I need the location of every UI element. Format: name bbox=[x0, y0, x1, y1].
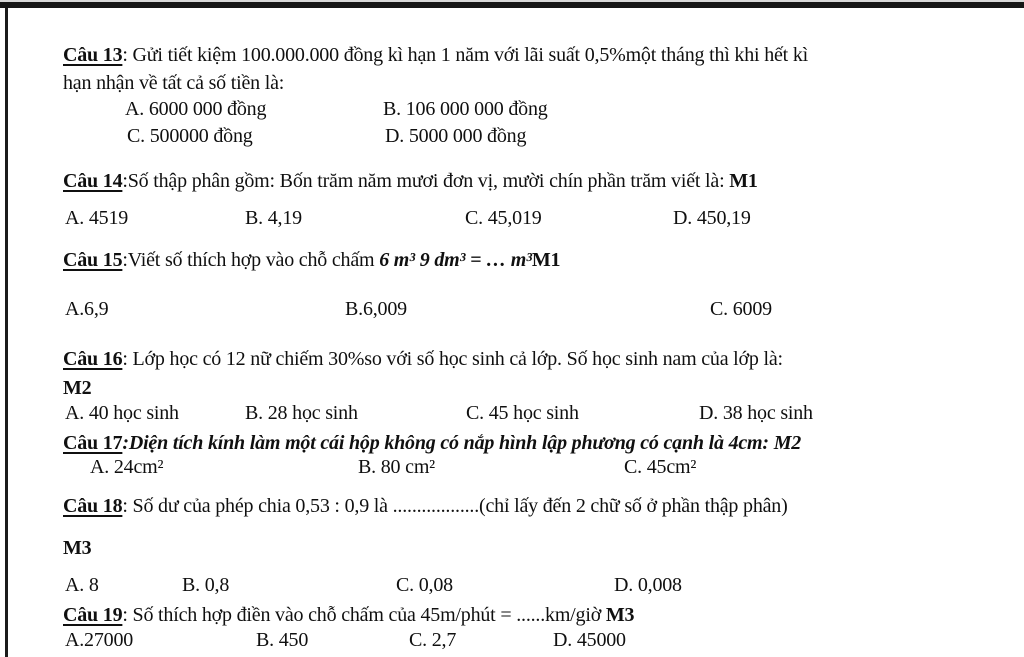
question-text: :Số thập phân gồm: Bốn trăm năm mươi đơn vị, mười chín phần trăm viết là: bbox=[122, 170, 730, 192]
option-b: B. 0,8 bbox=[182, 574, 230, 596]
option-d: D. 5000 000 đồng bbox=[385, 125, 527, 147]
option-b: B. 80 cm² bbox=[358, 456, 435, 478]
level-marker: M2 bbox=[773, 432, 802, 454]
question-label: Câu 16 bbox=[63, 348, 123, 370]
option-c: C. 0,08 bbox=[396, 574, 453, 596]
top-bar bbox=[0, 2, 1024, 8]
option-d: D. 38 học sinh bbox=[699, 402, 813, 424]
option-a: A.27000 bbox=[65, 629, 134, 651]
option-c: C. 45,019 bbox=[465, 207, 542, 229]
question-text-line2: hạn nhận về tất cả số tiền là: bbox=[63, 72, 285, 94]
option-a: A. 6000 000 đồng bbox=[125, 98, 267, 120]
option-a: A.6,9 bbox=[65, 298, 109, 320]
option-b: B.6,009 bbox=[345, 298, 407, 320]
question-text: : Gửi tiết kiệm 100.000.000 đồng kì hạn 1 năm với lãi suất 0,5%một tháng thì khi hết kì bbox=[122, 44, 808, 66]
option-b: B. 106 000 000 đồng bbox=[383, 98, 548, 120]
option-d: D. 0,008 bbox=[614, 574, 682, 596]
level-marker: M3 bbox=[63, 537, 92, 559]
option-a: A. 40 học sinh bbox=[65, 402, 179, 424]
question-label: Câu 13 bbox=[63, 44, 123, 66]
option-c: C. 500000 đồng bbox=[127, 125, 253, 147]
option-b: B. 4,19 bbox=[245, 207, 302, 229]
left-border-line bbox=[5, 8, 8, 657]
question-text: :Diện tích kính làm một cái hộp không có nắp hình lập phương có cạnh là 4cm: bbox=[122, 432, 774, 454]
level-marker: M3 bbox=[605, 604, 635, 626]
option-b: B. 450 bbox=[256, 629, 309, 651]
level-marker: M2 bbox=[63, 377, 92, 399]
question-header bbox=[63, 601, 634, 629]
option-a: A. 4519 bbox=[65, 207, 129, 229]
option-c: C. 2,7 bbox=[409, 629, 457, 651]
math-expression: 6 m³ 9 dm³ = … m³ bbox=[379, 249, 532, 271]
level-marker: M1 bbox=[531, 249, 561, 271]
question-header bbox=[63, 246, 560, 274]
level-marker: M1 bbox=[729, 170, 758, 192]
option-d: D. 45000 bbox=[553, 629, 626, 651]
question-label: Câu 14 bbox=[63, 170, 123, 192]
option-b: B. 28 học sinh bbox=[245, 402, 358, 424]
question-header bbox=[63, 167, 758, 195]
option-c: C. 6009 bbox=[710, 298, 772, 320]
option-c: C. 45cm² bbox=[624, 456, 697, 478]
question-text: : Số thích hợp điền vào chỗ chấm của 45m/phút = ......km/giờ bbox=[122, 604, 606, 626]
option-d: D. 450,19 bbox=[673, 207, 751, 229]
question-header bbox=[63, 41, 808, 69]
question-header bbox=[63, 345, 783, 373]
option-a: A. 8 bbox=[65, 574, 99, 596]
question-text: :Viết số thích hợp vào chỗ chấm bbox=[122, 249, 380, 271]
option-c: C. 45 học sinh bbox=[466, 402, 579, 424]
question-label: Câu 17 bbox=[63, 432, 123, 454]
question-label: Câu 19 bbox=[63, 604, 123, 626]
question-header bbox=[63, 429, 801, 457]
question-header bbox=[63, 492, 788, 520]
question-text: : Số dư của phép chia 0,53 : 0,9 là ..................(chỉ lấy đến 2 chữ số ở phần thập phân) bbox=[122, 495, 788, 517]
question-label: Câu 15 bbox=[63, 249, 123, 271]
question-text: : Lớp học có 12 nữ chiếm 30%so với số học sinh cả lớp. Số học sinh nam của lớp là: bbox=[122, 348, 783, 370]
option-a: A. 24cm² bbox=[90, 456, 164, 478]
question-label: Câu 18 bbox=[63, 495, 123, 517]
